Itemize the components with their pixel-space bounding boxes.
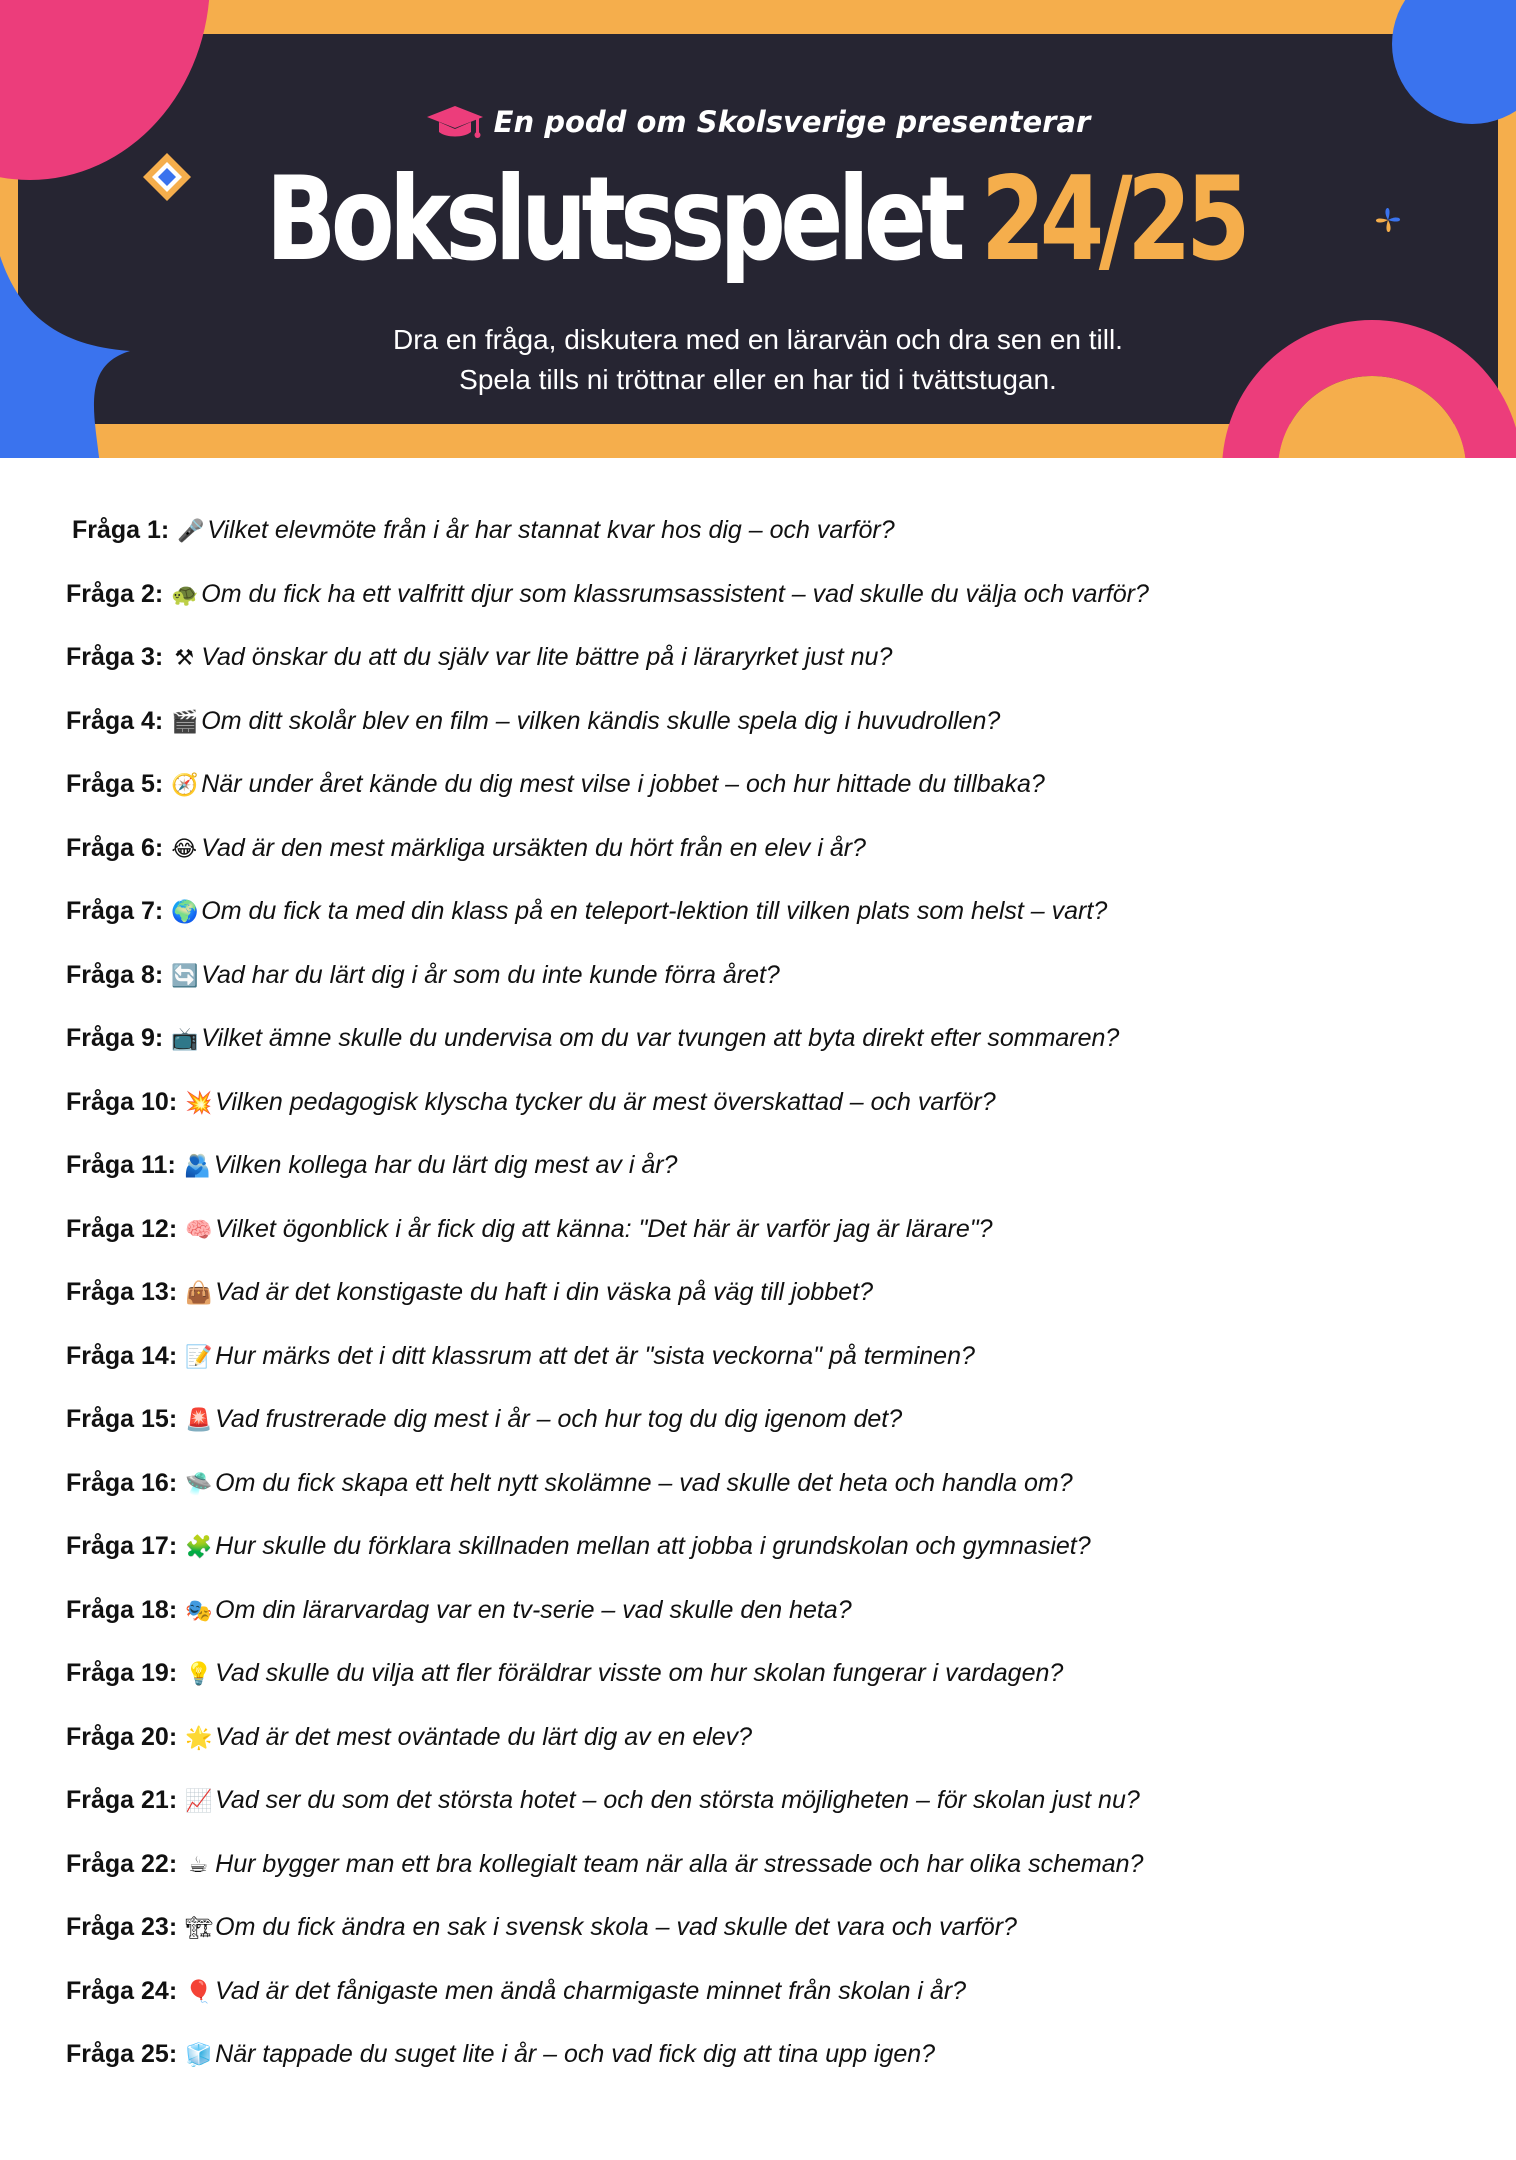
question-item xyxy=(66,1272,1466,1312)
question-text: Hur bygger man ett bra kollegialt team när alla är stressade och har olika scheman? xyxy=(215,1850,1144,1878)
question-item xyxy=(66,955,1466,995)
question-item xyxy=(66,1526,1466,1566)
question-item xyxy=(66,1590,1466,1630)
question-item xyxy=(66,828,1466,868)
title-text: Bokslutsspelet xyxy=(265,152,961,287)
question-item xyxy=(66,1336,1466,1376)
question-item xyxy=(66,1653,1466,1693)
coffee-icon: ☕ xyxy=(188,1853,209,1878)
question-label: Fråga 19: xyxy=(66,1659,178,1687)
question-text: När under året kände du dig mest vilse i jobbet – och hur hittade du tillbaka? xyxy=(201,770,1045,798)
question-item xyxy=(66,891,1466,931)
chart-increasing-icon: 📈 xyxy=(185,1789,213,1814)
question-label: Fråga 12: xyxy=(66,1215,178,1243)
subtitle-line-1: Dra en fråga, diskutera med en lärarvän och dra sen en till. xyxy=(393,324,1123,355)
question-text: Om du fick ha ett valfritt djur som klassrumsassistent – vad skulle du välja och varför? xyxy=(201,580,1149,608)
question-text: Vad önskar du att du själv var lite bättre på i läraryrket just nu? xyxy=(201,643,893,671)
question-label: Fråga 15: xyxy=(66,1405,178,1433)
balloon-icon: 🎈 xyxy=(185,1980,213,2005)
star-icon: 🌟 xyxy=(185,1726,213,1751)
question-item xyxy=(66,1780,1466,1820)
question-text: Hur skulle du förklara skillnaden mellan att jobba i grundskolan och gymnasiet? xyxy=(215,1532,1091,1560)
question-label: Fråga 2: xyxy=(66,580,164,608)
question-label: Fråga 14: xyxy=(66,1342,178,1370)
question-label: Fråga 11: xyxy=(66,1151,176,1179)
question-item xyxy=(66,1209,1466,1249)
question-label: Fråga 24: xyxy=(66,1977,178,2005)
question-label: Fråga 4: xyxy=(66,707,164,735)
question-label: Fråga 7: xyxy=(66,897,164,925)
question-item xyxy=(66,1018,1466,1058)
subtitle-line-2: Spela tills ni tröttnar eller en har tid i tvättstugan. xyxy=(459,364,1057,395)
question-text: Vad skulle du vilja att fler föräldrar visste om hur skolan fungerar i vardagen? xyxy=(215,1659,1064,1687)
question-label: Fråga 13: xyxy=(66,1278,178,1306)
refresh-icon: 🔄 xyxy=(171,964,199,989)
question-label: Fråga 21: xyxy=(66,1786,178,1814)
clapperboard-icon: 🎬 xyxy=(171,710,199,735)
question-text: Om du fick ta med din klass på en teleport-lektion till vilken plats som helst – vart? xyxy=(201,897,1108,925)
question-text: Om du fick skapa ett helt nytt skolämne – vad skulle det heta och handla om? xyxy=(215,1469,1073,1497)
decor-sparkle-icon xyxy=(1368,200,1408,240)
question-item xyxy=(66,1907,1466,1947)
question-item xyxy=(72,510,1472,550)
question-item xyxy=(66,1463,1466,1503)
ice-cube-icon: 🧊 xyxy=(185,2043,213,2068)
question-text: Vad är det fånigaste men ändå charmigaste minnet från skolan i år? xyxy=(215,1977,967,2005)
hammer-wrench-icon: ⚒ xyxy=(174,646,195,671)
question-label: Fråga 18: xyxy=(66,1596,178,1624)
theater-masks-icon: 🎭 xyxy=(185,1599,213,1624)
page-title xyxy=(149,152,1362,287)
question-label: Fråga 10: xyxy=(66,1088,178,1116)
question-item xyxy=(66,1145,1466,1185)
question-text: Vilket elevmöte från i år har stannat kvar hos dig – och varför? xyxy=(207,516,895,544)
microphone-icon: 🎤 xyxy=(177,519,205,544)
question-label: Fråga 9: xyxy=(66,1024,164,1052)
compass-icon: 🧭 xyxy=(171,773,199,798)
question-text: Vilken pedagogisk klyscha tycker du är mest överskattad – och varför? xyxy=(215,1088,996,1116)
burst-icon: 💥 xyxy=(185,1091,213,1116)
hug-icon: 🫂 xyxy=(183,1154,212,1179)
question-item xyxy=(66,574,1466,614)
question-label: Fråga 17: xyxy=(66,1532,178,1560)
question-item xyxy=(66,2034,1466,2074)
siren-icon: 🚨 xyxy=(185,1408,213,1433)
question-text: Vilket ämne skulle du undervisa om du var tvungen att byta direkt efter sommaren? xyxy=(201,1024,1120,1052)
turtle-icon: 🐢 xyxy=(171,583,199,608)
question-label: Fråga 5: xyxy=(66,770,164,798)
question-label: Fråga 3: xyxy=(66,643,164,671)
question-label: Fråga 6: xyxy=(66,834,164,862)
question-item xyxy=(66,1082,1466,1122)
graduation-cap-icon xyxy=(426,104,484,140)
question-text: Om din lärarvardag var en tv-serie – vad skulle den heta? xyxy=(215,1596,852,1624)
crane-icon: 🏗 xyxy=(185,1916,214,1941)
handbag-icon: 👜 xyxy=(185,1281,213,1306)
memo-icon: 📝 xyxy=(185,1345,213,1370)
question-label: Fråga 25: xyxy=(66,2040,178,2068)
question-text: Om du fick ändra en sak i svensk skola – vad skulle det vara och varför? xyxy=(215,1913,1017,1941)
question-item xyxy=(66,1844,1466,1884)
question-text: Vad är den mest märkliga ursäkten du hört från en elev i år? xyxy=(201,834,866,862)
question-text: Vilken kollega har du lärt dig mest av i år? xyxy=(213,1151,678,1179)
question-text: Vad är det konstigaste du haft i din väska på väg till jobbet? xyxy=(215,1278,873,1306)
lightbulb-icon: 💡 xyxy=(185,1662,213,1687)
tv-icon: 📺 xyxy=(171,1027,199,1052)
pre-title xyxy=(0,104,1516,140)
question-text: Hur märks det i ditt klassrum att det är "sista veckorna" på terminen? xyxy=(215,1342,975,1370)
question-label: Fråga 8: xyxy=(66,961,164,989)
question-item xyxy=(66,1971,1466,2011)
question-label: Fråga 1: xyxy=(72,516,170,544)
question-text: Om ditt skolår blev en film – vilken kändis skulle spela dig i huvudrollen? xyxy=(201,707,1001,735)
question-text: Vad frustrerade dig mest i år – och hur tog du dig igenom det? xyxy=(215,1405,903,1433)
question-item xyxy=(66,1717,1466,1757)
question-text: Vad är det mest oväntade du lärt dig av en elev? xyxy=(215,1723,753,1751)
question-label: Fråga 16: xyxy=(66,1469,178,1497)
question-text: Vad ser du som det största hotet – och den största möjligheten – för skolan just nu? xyxy=(215,1786,1140,1814)
question-label: Fråga 22: xyxy=(66,1850,178,1878)
title-year: 24/25 xyxy=(980,152,1245,287)
laughing-face-icon: 😂 xyxy=(171,837,198,862)
puzzle-icon: 🧩 xyxy=(185,1535,213,1560)
ufo-icon: 🛸 xyxy=(185,1472,213,1497)
question-item xyxy=(66,637,1466,677)
question-item xyxy=(66,701,1466,741)
question-text: När tappade du suget lite i år – och vad fick dig att tina upp igen? xyxy=(215,2040,936,2068)
question-label: Fråga 23: xyxy=(66,1913,178,1941)
question-item xyxy=(66,1399,1466,1439)
pre-title-text: En podd om Skolsverige presenterar xyxy=(493,105,1091,139)
question-item xyxy=(66,764,1466,804)
header-banner xyxy=(0,0,1516,458)
brain-icon: 🧠 xyxy=(185,1218,213,1243)
subtitle xyxy=(0,320,1516,400)
globe-icon: 🌍 xyxy=(171,900,199,925)
question-text: Vilket ögonblick i år fick dig att känna: "Det här är varför jag är lärare"? xyxy=(215,1215,993,1243)
question-label: Fråga 20: xyxy=(66,1723,178,1751)
question-text: Vad har du lärt dig i år som du inte kunde förra året? xyxy=(201,961,780,989)
